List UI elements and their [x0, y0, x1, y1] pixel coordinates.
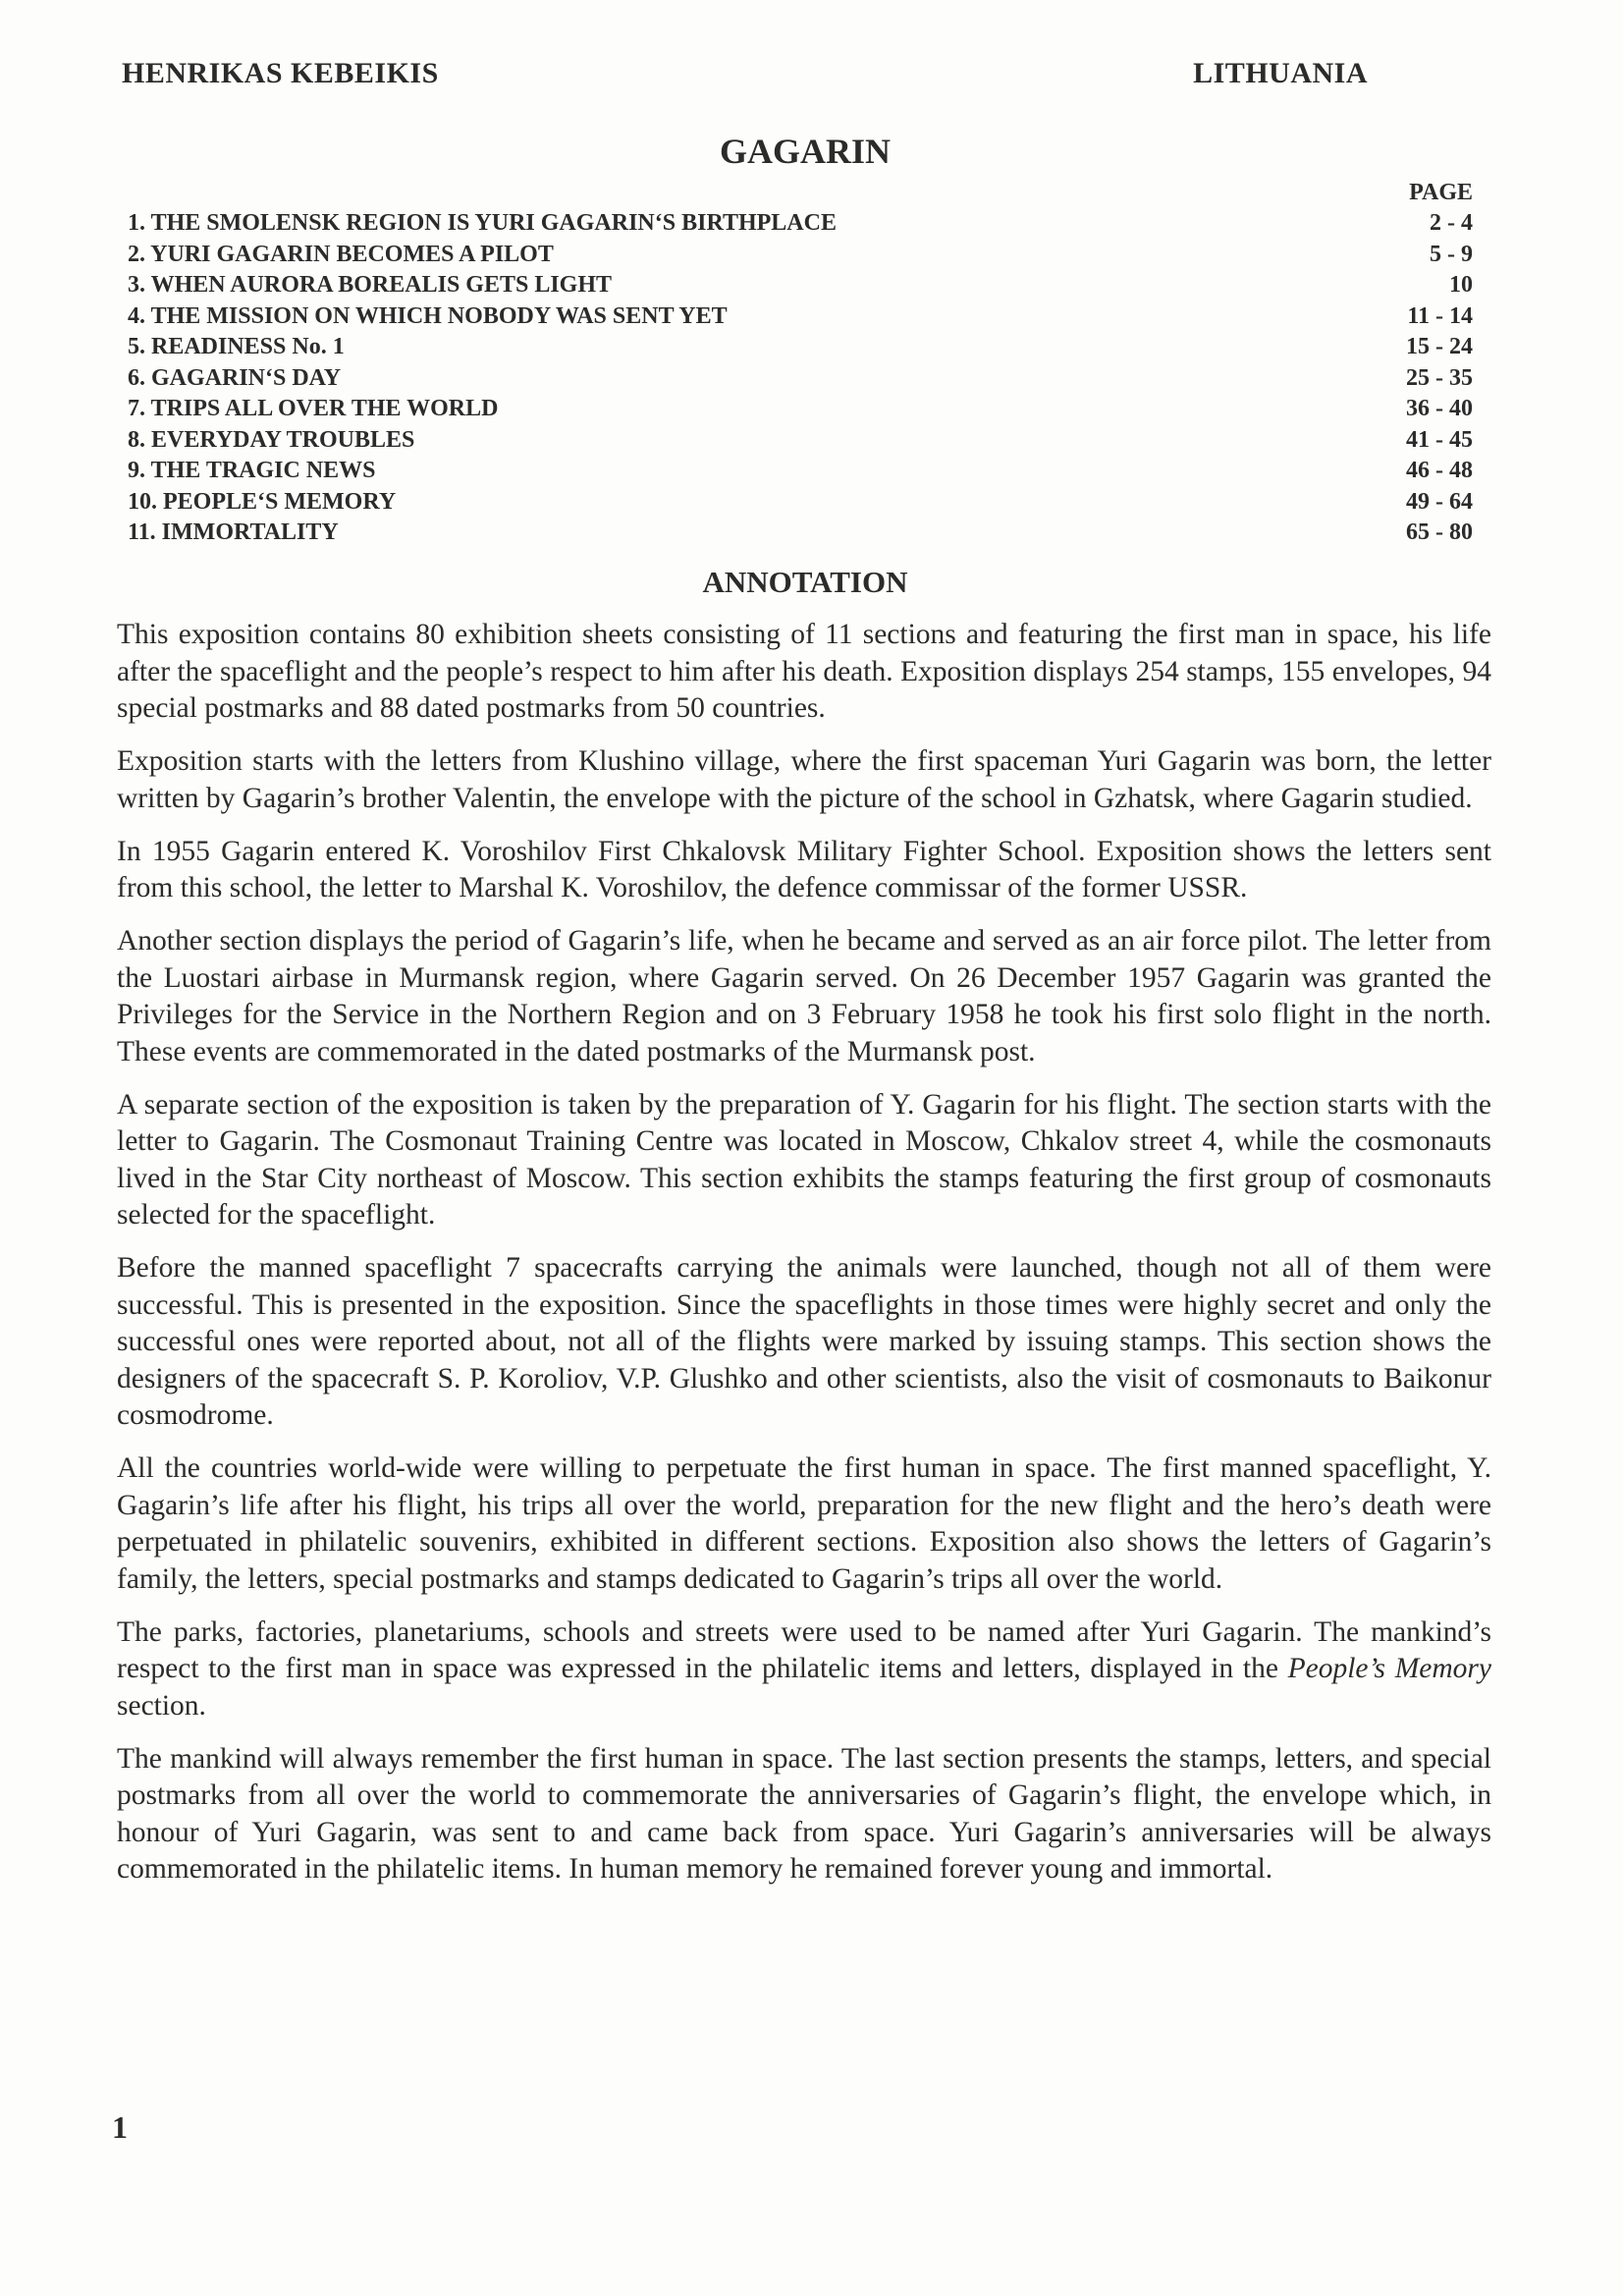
body-paragraph: Another section displays the period of Gagarin’s life, when he became and served as an air force pilot. The letter from the Luostari airbase in Murmansk region, where Gagarin served. On 26 December 1957 Gagarin was granted the Privileges for the Service in the Northern Region and on 3 February 1958 he took his first solo flight in the north. These events are commemorated in the dated postmarks of the Murmansk post.	[117, 925, 1491, 1067]
toc-item-pages: 49 - 64	[1406, 488, 1473, 515]
body-paragraph: A separate section of the exposition is taken by the preparation of Y. Gagarin for his flight. The section starts with the letter to Gagarin. The Cosmonaut Training Centre was located in Moscow, Chkalov street 4, while the cosmonauts lived in the Star City northeast of Moscow. This section exhibits the stamps featuring the first group of cosmonauts selected for the spaceflight.	[117, 1088, 1491, 1230]
toc-item-title: 6. GAGARIN‘S DAY	[128, 364, 342, 391]
toc-item-pages: 5 - 9	[1430, 241, 1473, 267]
toc-item	[128, 332, 1475, 363]
toc-item-title: 7. TRIPS ALL OVER THE WORLD	[128, 396, 499, 421]
toc-item-title: 10. PEOPLE‘S MEMORY	[128, 488, 397, 515]
document-title: GAGARIN	[719, 132, 891, 171]
toc-item-pages: 11 - 14	[1407, 302, 1473, 329]
toc-item	[128, 518, 1475, 549]
toc-item-title: 11. IMMORTALITY	[128, 519, 339, 545]
toc-item-title: 2. YURI GAGARIN BECOMES A PILOT	[128, 241, 554, 267]
toc-item-title: 9. THE TRAGIC NEWS	[128, 458, 376, 483]
body-paragraph: Exposition starts with the letters from Klushino village, where the first spaceman Yuri Gagarin was born, the letter written by Gagarin’s brother Valentin, the envelope with the picture of the school in Gzhatsk, where Gagarin studied.	[117, 745, 1491, 814]
toc-item	[128, 240, 1475, 271]
toc-item	[128, 456, 1475, 487]
author-name: HENRIKAS KEBEIKIS	[122, 57, 439, 89]
body-paragraph: The mankind will always remember the first human in space. The last section presents the stamps, letters, and special postmarks from all over the world to commemorate the anniversaries of Gagarin’s flight, the envelope which, in honour of Yuri Gagarin, was sent to and came back from space. Yuri Gagarin’s anniversaries will be always commemorated in the philatelic items. In human memory he remained forever young and immortal.	[117, 1742, 1491, 1885]
toc-item-pages: 10	[1449, 272, 1473, 298]
country-name: LITHUANIA	[1193, 57, 1368, 89]
toc-page-heading: PAGE	[1409, 180, 1473, 205]
table-of-contents	[128, 177, 1475, 549]
toc-item-pages: 36 - 40	[1406, 396, 1473, 421]
toc-item	[128, 270, 1475, 301]
annotation-body	[117, 617, 1491, 1904]
toc-item-pages: 41 - 45	[1406, 426, 1473, 453]
body-paragraph: Before the manned spaceflight 7 spacecrafts carrying the animals were launched, though not all of them were successful. This is presented in the exposition. Since the spaceflights in those times were highly secret and only the successful ones were reported about, not all of the flights were marked by issuing stamps. This section shows the designers of the spacecraft S. P. Koroliov, V.P. Glushko and other scientists, also the visit of cosmonauts to Baikonur cosmodrome.	[117, 1252, 1491, 1431]
toc-item-title: 5. READINESS No. 1	[128, 334, 345, 359]
toc-item-title: 1. THE SMOLENSK REGION IS YURI GAGARIN‘S BIRTHPLACE	[128, 210, 837, 236]
annotation-heading: ANNOTATION	[702, 565, 908, 599]
body-paragraph-memory	[117, 1614, 1491, 1725]
body-paragraph: This exposition contains 80 exhibition sheets consisting of 11 sections and featuring the first man in space, his life after the spaceflight and the people’s respect to him after his death. Exposition displays 254 stamps, 155 envelopes, 94 special postmarks and 88 dated postmarks from 50 countries.	[117, 619, 1491, 724]
toc-item-title: 8. EVERYDAY TROUBLES	[128, 426, 415, 453]
section-name-italic: People’s Memory	[1287, 1653, 1491, 1684]
toc-item-pages: 2 - 4	[1430, 210, 1473, 236]
toc-item	[128, 208, 1475, 240]
toc-item-pages: 15 - 24	[1406, 334, 1473, 359]
body-paragraph: All the countries world-wide were willing to perpetuate the first human in space. The first manned spaceflight, Y. Gagarin’s life after his flight, his trips all over the world, preparation for the new flight and the hero’s death were perpetuated in philatelic souvenirs, exhibited in different sections. Exposition also shows the letters of Gagarin’s family, the letters, special postmarks and stamps dedicated to Gagarin’s trips all over the world.	[117, 1452, 1491, 1595]
toc-item-pages: 65 - 80	[1406, 519, 1473, 545]
memory-text-after: section.	[117, 1689, 206, 1722]
toc-item	[128, 301, 1475, 333]
toc-item-pages: 46 - 48	[1406, 458, 1473, 483]
toc-item	[128, 487, 1475, 519]
toc-item-title: 3. WHEN AURORA BOREALIS GETS LIGHT	[128, 272, 613, 298]
memory-text-before: The parks, factories, planetariums, schools and streets were used to be named after Yuri Gagarin. The mankind’s respect to the first man in space was expressed in the philatelic items and letters, displayed in the	[117, 1615, 1491, 1684]
toc-item-pages: 25 - 35	[1406, 364, 1473, 391]
toc-item	[128, 425, 1475, 457]
toc-item	[128, 363, 1475, 395]
toc-item-title: 4. THE MISSION ON WHICH NOBODY WAS SENT YET	[128, 302, 728, 329]
body-paragraph: In 1955 Gagarin entered K. Voroshilov First Chkalovsk Military Fighter School. Exposition shows the letters sent from this school, the letter to Marshal K. Voroshilov, the defence commissar of the former USSR.	[117, 835, 1491, 903]
page-number: 1	[112, 2109, 128, 2145]
toc-item	[128, 394, 1475, 425]
page-header	[122, 57, 1368, 96]
